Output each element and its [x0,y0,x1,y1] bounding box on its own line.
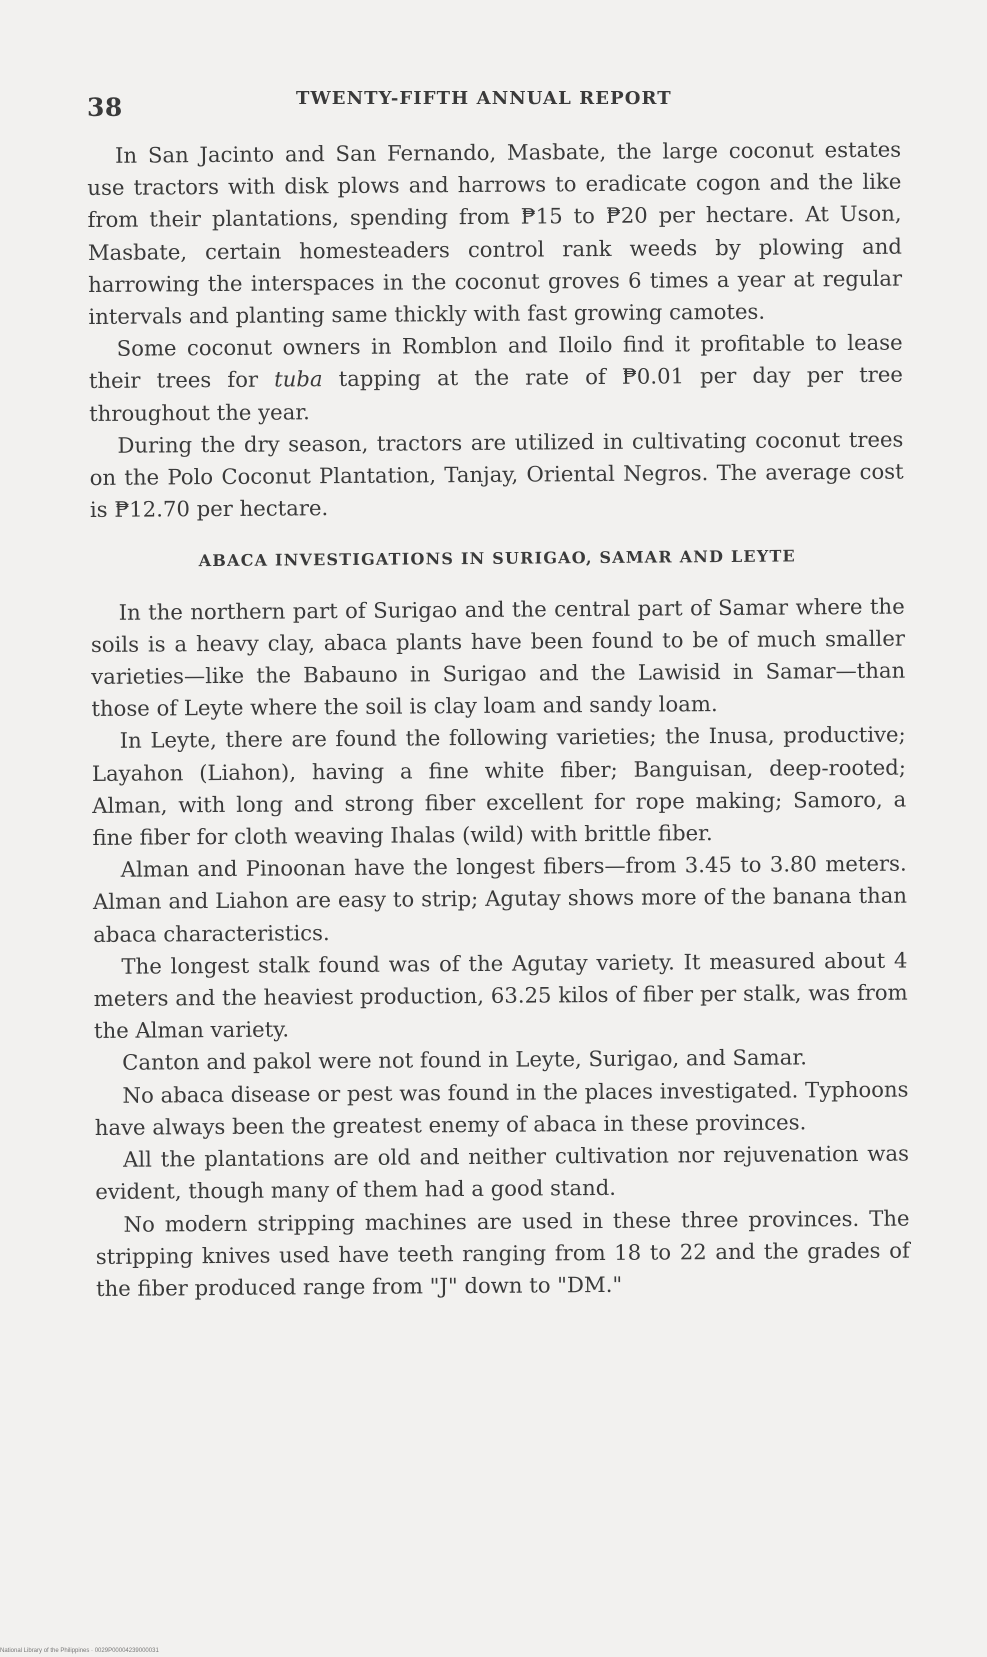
paragraph-text: tapping at the rate of ₱0.01 per day per tree throughout the year. [89,362,903,426]
paragraph: All the plantations are old and neither cultivation nor rejuvenation was evident, though many of them had a good stand. [95,1140,910,1205]
paragraph: Canton and pakol were not found in Leyte, Surigao, and Samar. [122,1044,807,1076]
paragraph: The longest stalk found was of the Agutay variety. It measured about 4 meters and the heaviest production, 63.25 kilos of fiber per stalk, was from the Alman variety. [93,947,908,1044]
paragraph: No modern stripping machines are used in these three provinces. The stripping knives used have teeth ranging from 18 to 22 and the grades of the fiber produced range from "J" down to "DM." [95,1205,910,1301]
section-heading: ABACA INVESTIGATIONS IN SURIGAO, SAMAR AND LEYTE [198,546,796,571]
paragraph [89,327,904,430]
paragraph: In the northern part of Surigao and the central part of Samar where the soils is a heavy clay, abaca plants have been found to be of much smaller varieties—like the Babauno in Surigao and the Lawisid in Samar—than those of Leyte where the soil is clay loam and sandy loam. [90,593,906,722]
paragraph: In San Jacinto and San Fernando, Masbate, the large coconut estates use tractors with disk plows and harrows to eradicate cogon and the like from their plantations, spending from ₱15 to ₱20 per hectare. At Uson, Masbate, certain homesteaders control rank weeds by plowing and harrowing the interspaces in the coconut groves 6 times a year at regular intervals and planting same thickly with fast growing camotes. [87,136,903,330]
paragraph: In Leyte, there are found the following varieties; the Inusa, productive; Layahon (Liahon), having a fine white fiber; Banguisan, deep-rooted; Alman, with long and strong fiber excellent for rope making; Samoro, a fine fiber for cloth weaving Ihalas (wild) with brittle fiber. [91,722,907,851]
paragraph: No abaca disease or pest was found in the places investigated. Typhoons have always been the greatest enemy of abaca in these provinces. [94,1076,909,1140]
italic-term: tuba [274,366,323,392]
page-number: 38 [87,93,123,122]
paragraph: Alman and Pinoonan have the longest fibers—from 3.45 to 3.80 meters. Alman and Liahon are easy to strip; Agutay shows more of the banana than abaca characteristics. [92,850,908,947]
scan-footer-note: National Library of the Philippines · 0029P00004239000031 [0,1648,159,1654]
running-title: TWENTY-FIFTH ANNUAL REPORT [296,88,672,109]
paragraph-text: Some coconut owners in Romblon and Iloilo find it profitable to lease their trees for [88,329,903,394]
body-text [87,134,910,1305]
paragraph: During the dry season, tractors are utilized in cultivating coconut trees on the Polo Coconut Plantation, Tanjay, Oriental Negros. The average cost is ₱12.70 per hectare. [89,426,904,523]
